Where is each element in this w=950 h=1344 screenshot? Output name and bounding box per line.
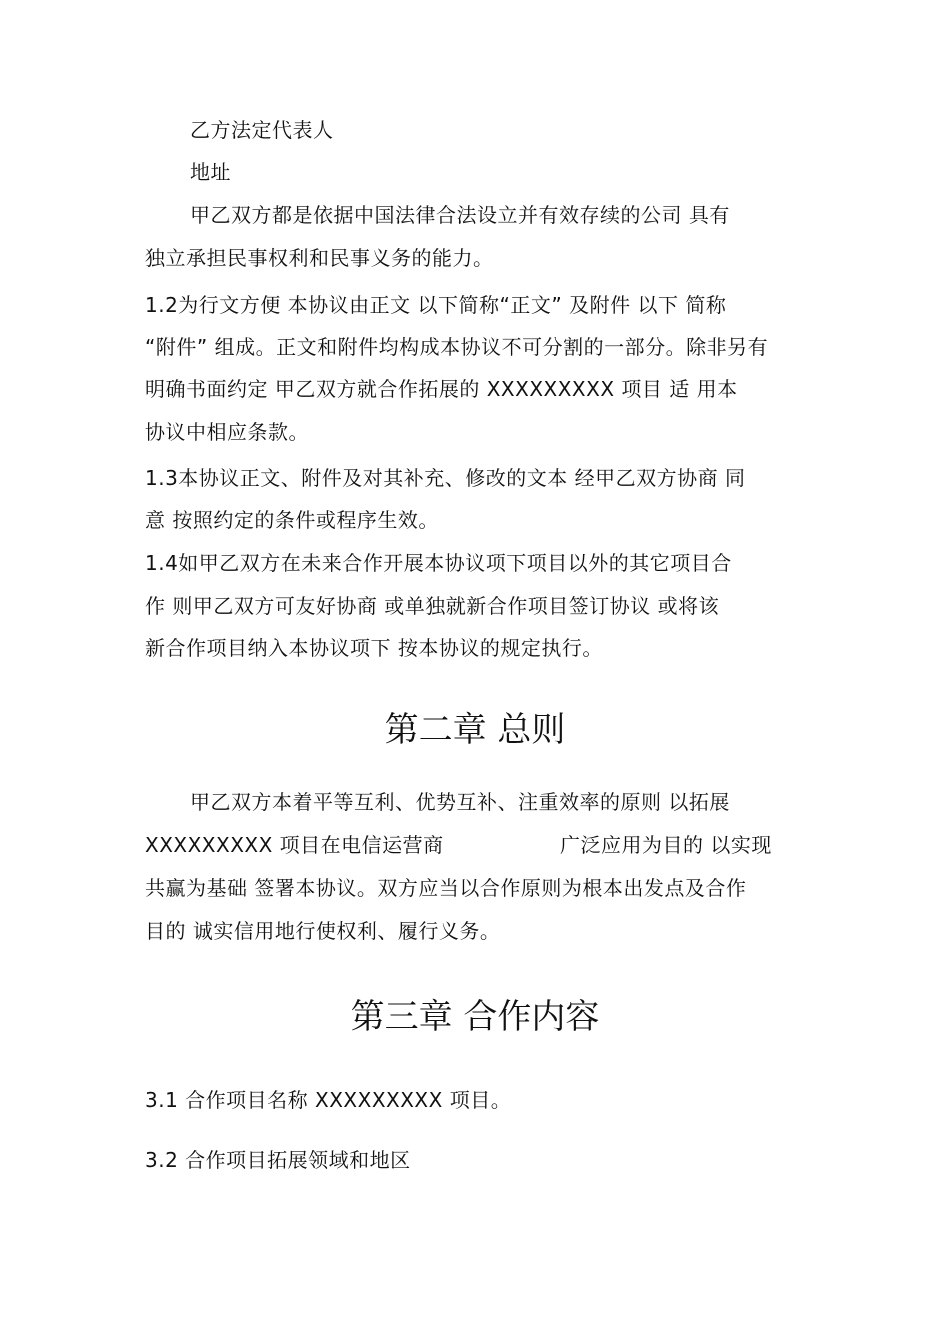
chapter-2-line: 甲乙双方本着平等互利、优势互补、注重效率的原则 以拓展 [190,790,730,814]
clause-3-2: 3.2 合作项目拓展领域和地区 [145,1148,411,1172]
chapter-2-line: XXXXXXXXX 项目在电信运营商 [145,833,444,857]
chapter-3-heading: 第三章 合作内容 [350,997,600,1037]
clause-1-3-line: 意 按照约定的条件或程序生效。 [145,508,439,532]
clause-1-4-line: 新合作项目纳入本协议项下 按本协议的规定执行。 [145,636,603,660]
clause-3-1: 3.1 合作项目名称 XXXXXXXXX 项目。 [145,1088,512,1112]
chapter-2-line: 广泛应用为目的 以实现 [560,833,772,857]
clause-1-2-line: 1.2为行文方便 本协议由正文 以下简称“正文” 及附件 以下 简称 [145,293,727,317]
paragraph-line: 甲乙双方都是依据中国法律合法设立并有效存续的公司 具有 [190,203,730,227]
chapter-2-line: 共赢为基础 签署本协议。双方应当以合作原则为根本出发点及合作 [145,876,747,900]
clause-1-3-line: 1.3本协议正文、附件及对其补充、修改的文本 经甲乙双方协商 同 [145,466,746,490]
party-b-legal-rep: 乙方法定代表人 [190,118,334,142]
clause-1-2-line: “附件” 组成。正文和附件均构成本协议不可分割的一部分。除非另有 [145,335,769,359]
clause-1-4-line: 1.4如甲乙双方在未来合作开展本协议项下项目以外的其它项目合 [145,551,732,575]
paragraph-line: 独立承担民事权利和民事义务的能力。 [145,246,494,270]
clause-1-2-line: 明确书面约定 甲乙双方就合作拓展的 XXXXXXXXX 项目 适 用本 [145,377,738,401]
clause-1-2-line: 协议中相应条款。 [145,420,309,444]
clause-1-4-line: 作 则甲乙双方可友好协商 或单独就新合作项目签订协议 或将该 [145,594,720,618]
party-b-address: 地址 [190,160,231,184]
chapter-2-line: 目的 诚实信用地行使权利、履行义务。 [145,919,501,943]
chapter-2-heading: 第二章 总则 [384,710,566,750]
